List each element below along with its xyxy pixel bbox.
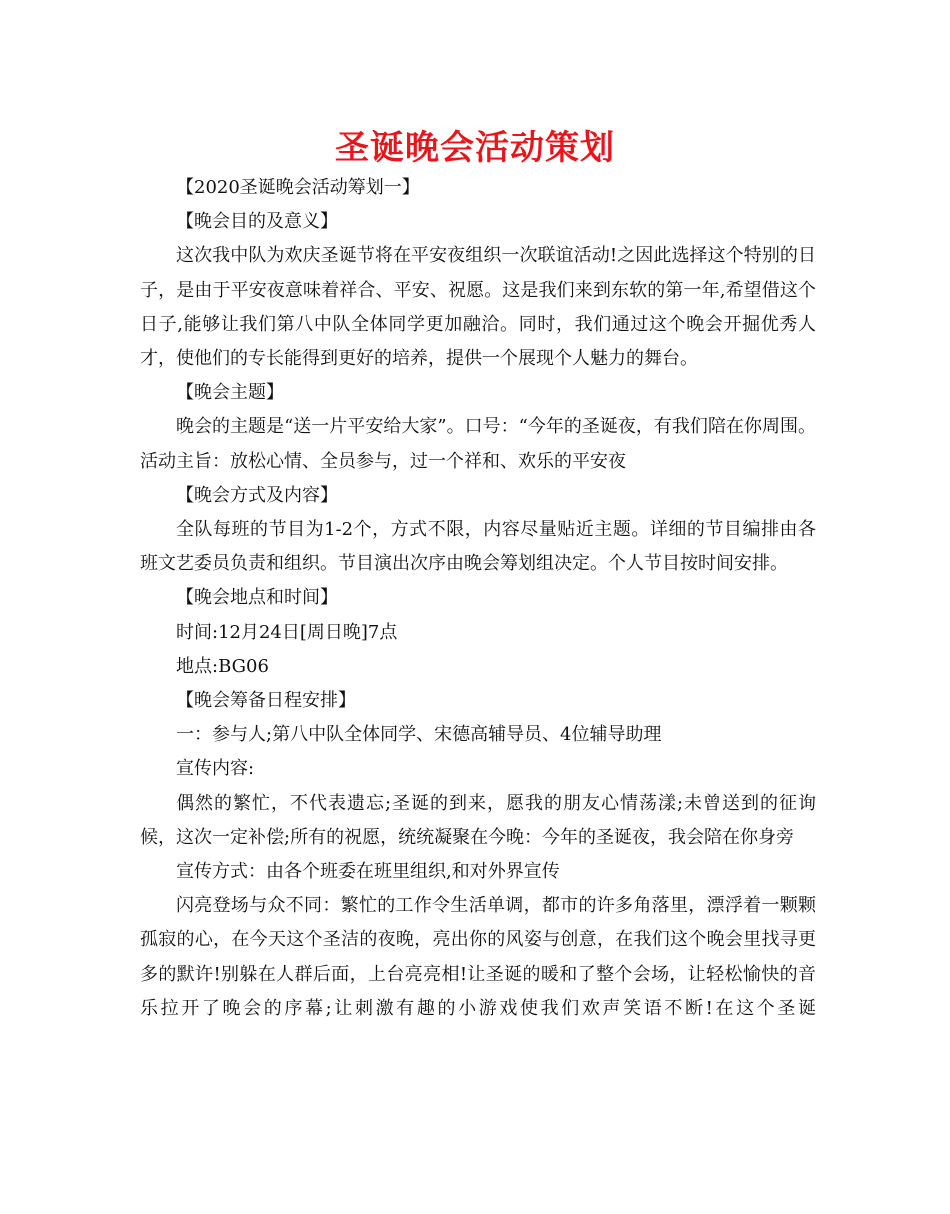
section-theme-heading: 【晚会主题】 [176,382,284,404]
venue-time: 时间:12月24日[周日晚]7点 [176,621,398,643]
venue-place: 地点:BG06 [176,655,269,677]
section-format-text: 全队每班的节目为1-2个，方式不限，内容尽量贴近主题。详细的节目编排由各班文艺委员负责和组织。节目演出次序由晚会筹划组决定。个人节目按时间安排。 [140,519,816,575]
section-venue-heading: 【晚会地点和时间】 [176,587,338,609]
document-subtitle: 【2020圣诞晚会活动筹划一】 [176,177,420,198]
promo-label: 宣传内容: [176,758,255,780]
section-format-heading: 【晚会方式及内容】 [176,484,338,506]
section-purpose-text: 这次我中队为欢庆圣诞节将在平安夜组织一次联谊活动!之因此选择这个特别的日子，是由于平安夜意味着祥合、平安、祝愿。这是我们来到东软的第一年,希望借这个日子,能够让我们第八中队全体同学更加融洽。同时，我们通过这个晚会开掘优秀人才，使他们的专长能得到更好的培养，提供一个展现个人魅力的舞台。 [140,245,816,370]
document-title: 圣诞晚会活动策划 [335,128,615,168]
promo-text: 偶然的繁忙，不代表遗忘;圣诞的到来，愿我的朋友心情荡漾;未曾送到的征询候，这次一定补偿;所有的祝愿，统统凝聚在今晚：今年的圣诞夜，我会陪在你身旁 [140,792,816,848]
schedule-participants: 一：参与人;第八中队全体同学、宋德高辅导员、4位辅导助理 [176,724,662,746]
section-purpose-heading: 【晚会目的及意义】 [176,211,338,233]
highlight-text: 闪亮登场与众不同：繁忙的工作令生活单调，都市的许多角落里，漂浮着一颗颗孤寂的心，在今天这个圣洁的夜晚，亮出你的风姿与创意，在我们这个晚会里找寻更多的默许!别躲在人群后面，上台亮亮相!让圣诞的暖和了整个会场，让轻松愉快的音乐拉开了晚会的序幕;让刺激有趣的小游戏使我们欢声笑语不断!在这个圣诞 [140,895,816,1019]
document-body [140,171,816,1026]
section-schedule-heading: 【晚会筹备日程安排】 [176,690,356,712]
section-theme-text: 晚会的主题是“送一片平安给大家”。口号：“今年的圣诞夜，有我们陪在你周围。活动主旨：放松心情、全员参与，过一个祥和、欢乐的平安夜 [140,416,816,472]
promo-method: 宣传方式：由各个班委在班里组织,和对外界宣传 [176,861,560,883]
